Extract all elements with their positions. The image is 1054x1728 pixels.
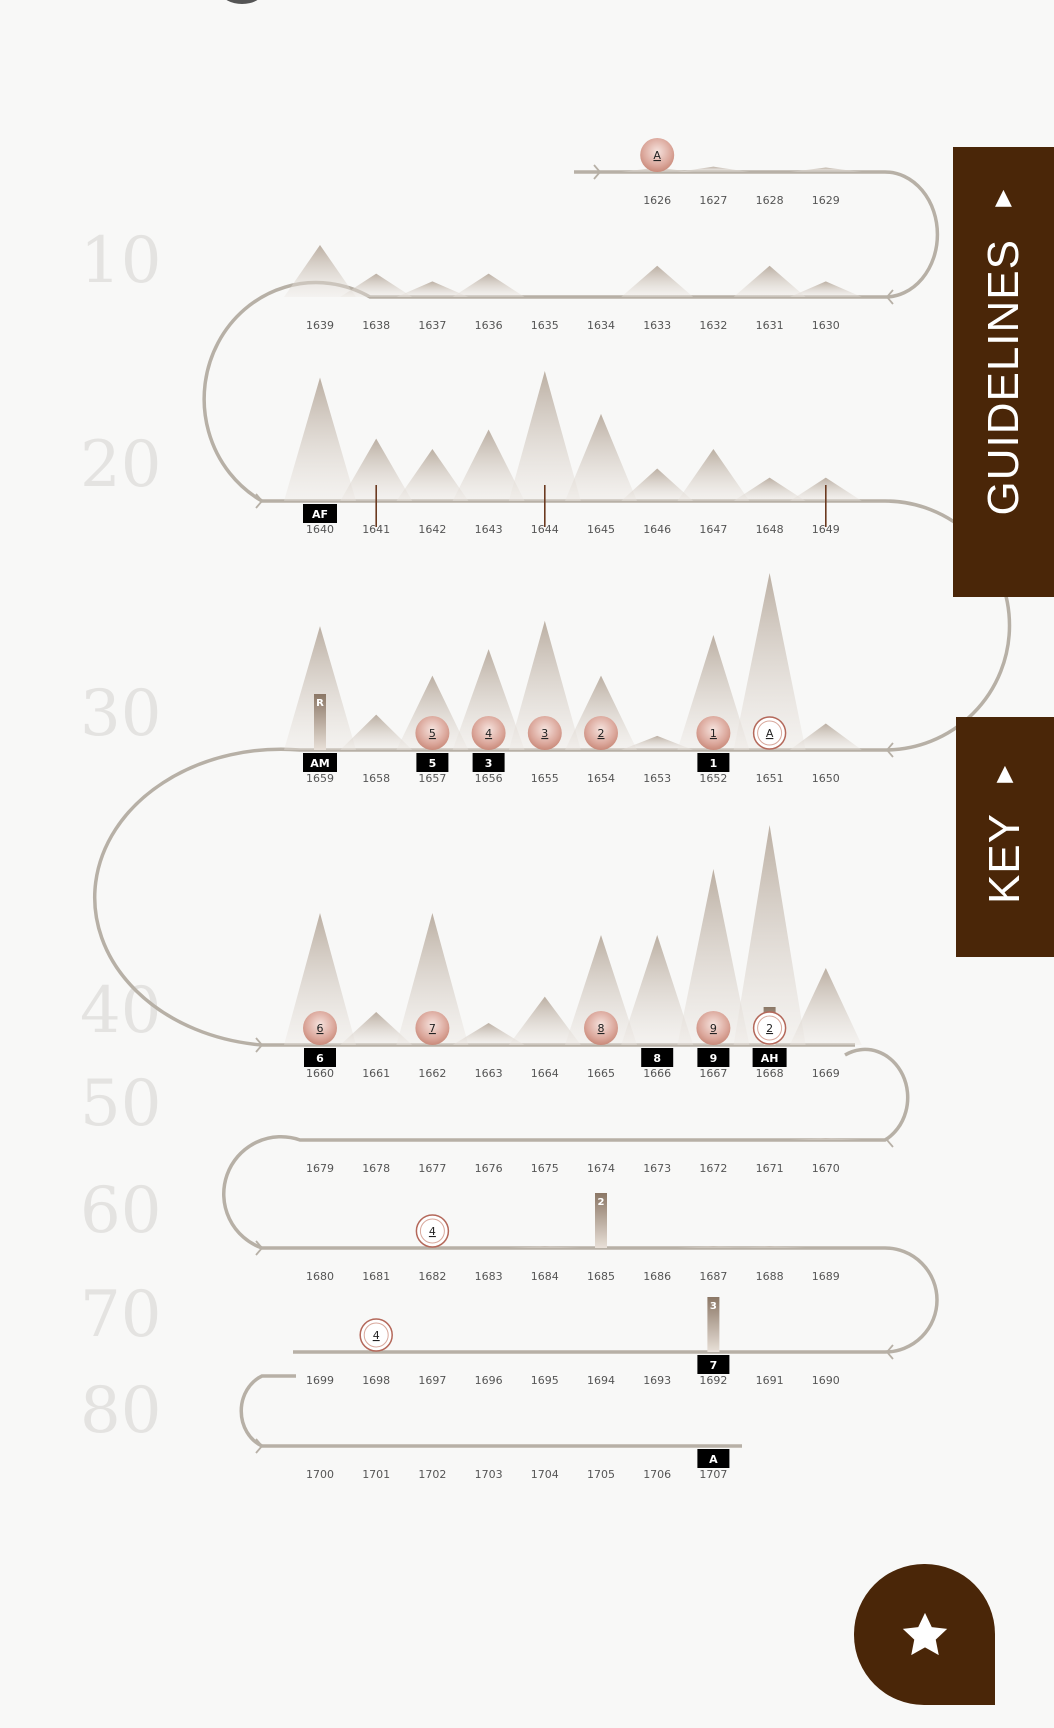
year-label: 1661 (362, 1067, 391, 1080)
activity-peak (284, 245, 356, 297)
activity-peak (621, 266, 693, 297)
year-label: 1626 (643, 194, 672, 207)
year-label: 1645 (587, 523, 615, 536)
year-label: 1653 (643, 772, 672, 785)
event-marker-label: 4 (372, 1329, 380, 1342)
year-label: 1648 (755, 523, 784, 536)
year-label: 1658 (362, 772, 391, 785)
year-label: 1684 (530, 1270, 559, 1283)
event-code-label: 1 (709, 757, 718, 770)
year-label: 1663 (474, 1067, 503, 1080)
event-marker-label: 8 (597, 1022, 605, 1035)
year-label: 1671 (755, 1162, 784, 1175)
event-code-label: 3 (484, 757, 493, 770)
year-label: 1704 (530, 1468, 559, 1481)
year-label: 1674 (587, 1162, 615, 1175)
year-label: 1649 (811, 523, 840, 536)
activity-peak (790, 968, 862, 1045)
year-label: 1639 (306, 319, 334, 332)
decade-label: 80 (80, 1374, 162, 1448)
year-label: 1707 (699, 1468, 728, 1481)
year-label: 1657 (418, 772, 447, 785)
decade-label: 20 (80, 428, 162, 502)
decade-label: 70 (80, 1278, 162, 1352)
year-label: 1627 (699, 194, 728, 207)
year-label: 1640 (306, 523, 334, 536)
event-marker-label: 4 (428, 1225, 436, 1238)
year-label: 1664 (530, 1067, 559, 1080)
year-label: 1650 (811, 772, 840, 785)
year-label: 1669 (811, 1067, 840, 1080)
favorites-button[interactable] (854, 1564, 995, 1705)
year-label: 1695 (530, 1374, 559, 1387)
activity-peak (734, 478, 806, 501)
event-marker-label: 7 (428, 1022, 436, 1035)
activity-peak (565, 414, 637, 501)
year-label: 1694 (587, 1374, 615, 1387)
year-label: 1686 (643, 1270, 672, 1283)
year-label: 1660 (306, 1067, 334, 1080)
year-label: 1667 (699, 1067, 728, 1080)
year-label: 1701 (362, 1468, 391, 1481)
year-label: 1662 (418, 1067, 447, 1080)
event-marker-label: 4 (485, 727, 493, 740)
year-label: 1696 (474, 1374, 503, 1387)
year-label: 1678 (362, 1162, 391, 1175)
year-label: 1642 (418, 523, 447, 536)
event-marker-label: 2 (597, 727, 605, 740)
year-label: 1672 (699, 1162, 728, 1175)
year-label: 1675 (530, 1162, 559, 1175)
year-label: 1659 (306, 772, 334, 785)
event-marker-label: 1 (709, 727, 717, 740)
year-label: 1673 (643, 1162, 672, 1175)
year-label: 1676 (474, 1162, 503, 1175)
caret-up-icon: ▲ (995, 185, 1012, 210)
year-label: 1679 (306, 1162, 334, 1175)
year-label: 1683 (474, 1270, 503, 1283)
year-label: 1666 (643, 1067, 672, 1080)
activity-peak (453, 274, 525, 297)
year-label: 1654 (587, 772, 615, 785)
timeline-track (95, 172, 1010, 1446)
event-code-label: AF (311, 508, 329, 521)
year-label: 1680 (306, 1270, 334, 1283)
decade-label: 10 (80, 224, 162, 298)
year-label: 1690 (811, 1374, 840, 1387)
year-label: 1636 (474, 319, 503, 332)
event-marker-label: 3 (541, 727, 549, 740)
year-label: 1698 (362, 1374, 391, 1387)
year-label: 1628 (755, 194, 784, 207)
year-label: 1646 (643, 523, 672, 536)
star-icon (897, 1607, 953, 1663)
year-label: 1630 (811, 319, 840, 332)
year-label: 1643 (474, 523, 503, 536)
guidelines-tab[interactable] (953, 147, 1054, 597)
year-label: 1692 (699, 1374, 728, 1387)
event-marker-label: A (653, 149, 661, 162)
event-code-label: A (709, 1453, 718, 1466)
year-label: 1656 (474, 772, 503, 785)
year-label: 1670 (811, 1162, 840, 1175)
guidelines-tab-label: GUIDELINES (978, 239, 1028, 516)
year-label: 1685 (587, 1270, 615, 1283)
event-code-label: 5 (428, 757, 437, 770)
event-marker-label: 2 (766, 1022, 774, 1035)
year-label: 1634 (587, 319, 615, 332)
year-label: 1629 (811, 194, 840, 207)
year-label: 1637 (418, 319, 447, 332)
year-label: 1644 (530, 523, 559, 536)
year-label: 1687 (699, 1270, 728, 1283)
year-label: 1689 (811, 1270, 840, 1283)
year-label: 1647 (699, 523, 728, 536)
year-label: 1682 (418, 1270, 447, 1283)
year-label: 1652 (699, 772, 728, 785)
event-marker-label: 5 (428, 727, 436, 740)
year-label: 1668 (755, 1067, 784, 1080)
event-bar-label: 3 (709, 1301, 717, 1312)
activity-peak (677, 449, 749, 501)
year-label: 1691 (755, 1374, 784, 1387)
year-label: 1631 (755, 319, 784, 332)
year-label: 1681 (362, 1270, 391, 1283)
year-label: 1697 (418, 1374, 447, 1387)
event-bar-label: 2 (597, 1197, 605, 1208)
year-label: 1706 (643, 1468, 672, 1481)
event-marker-label: 6 (316, 1022, 324, 1035)
year-label: 1632 (699, 319, 728, 332)
year-label: 1702 (418, 1468, 447, 1481)
decade-label: 30 (80, 677, 162, 751)
decade-label: 40 (80, 974, 162, 1048)
activity-peak (790, 168, 862, 173)
activity-peak (340, 274, 412, 297)
year-label: 1677 (418, 1162, 447, 1175)
event-marker-label: A (765, 727, 774, 740)
year-label: 1633 (643, 319, 672, 332)
year-label: 1693 (643, 1374, 672, 1387)
year-label: 1665 (587, 1067, 615, 1080)
decade-label: 50 (80, 1067, 162, 1141)
event-code-label: AH (760, 1052, 779, 1065)
activity-peak (509, 371, 581, 501)
key-tab-label: KEY (980, 813, 1029, 905)
activity-peak (734, 266, 806, 297)
event-code-label: 8 (653, 1052, 662, 1065)
event-code-label: 7 (709, 1359, 718, 1372)
activity-peak (790, 281, 862, 297)
year-label: 1699 (306, 1374, 334, 1387)
event-bar-label: R (316, 698, 324, 709)
event-marker-label: 9 (709, 1022, 717, 1035)
year-label: 1651 (755, 772, 784, 785)
year-label: 1705 (587, 1468, 615, 1481)
event-code-label: 6 (316, 1052, 324, 1065)
event-code-label: AM (310, 757, 330, 770)
year-label: 1688 (755, 1270, 784, 1283)
decade-label: 60 (80, 1174, 162, 1248)
year-label: 1638 (362, 319, 391, 332)
year-label: 1635 (530, 319, 559, 332)
event-code-label: 9 (709, 1052, 718, 1065)
year-label: 1641 (362, 523, 391, 536)
year-label: 1703 (474, 1468, 503, 1481)
key-tab[interactable] (956, 717, 1054, 957)
year-label: 1655 (530, 772, 559, 785)
activity-peak (677, 167, 749, 172)
activity-peak (284, 378, 356, 502)
caret-up-icon: ▲ (996, 761, 1014, 786)
year-label: 1700 (306, 1468, 334, 1481)
